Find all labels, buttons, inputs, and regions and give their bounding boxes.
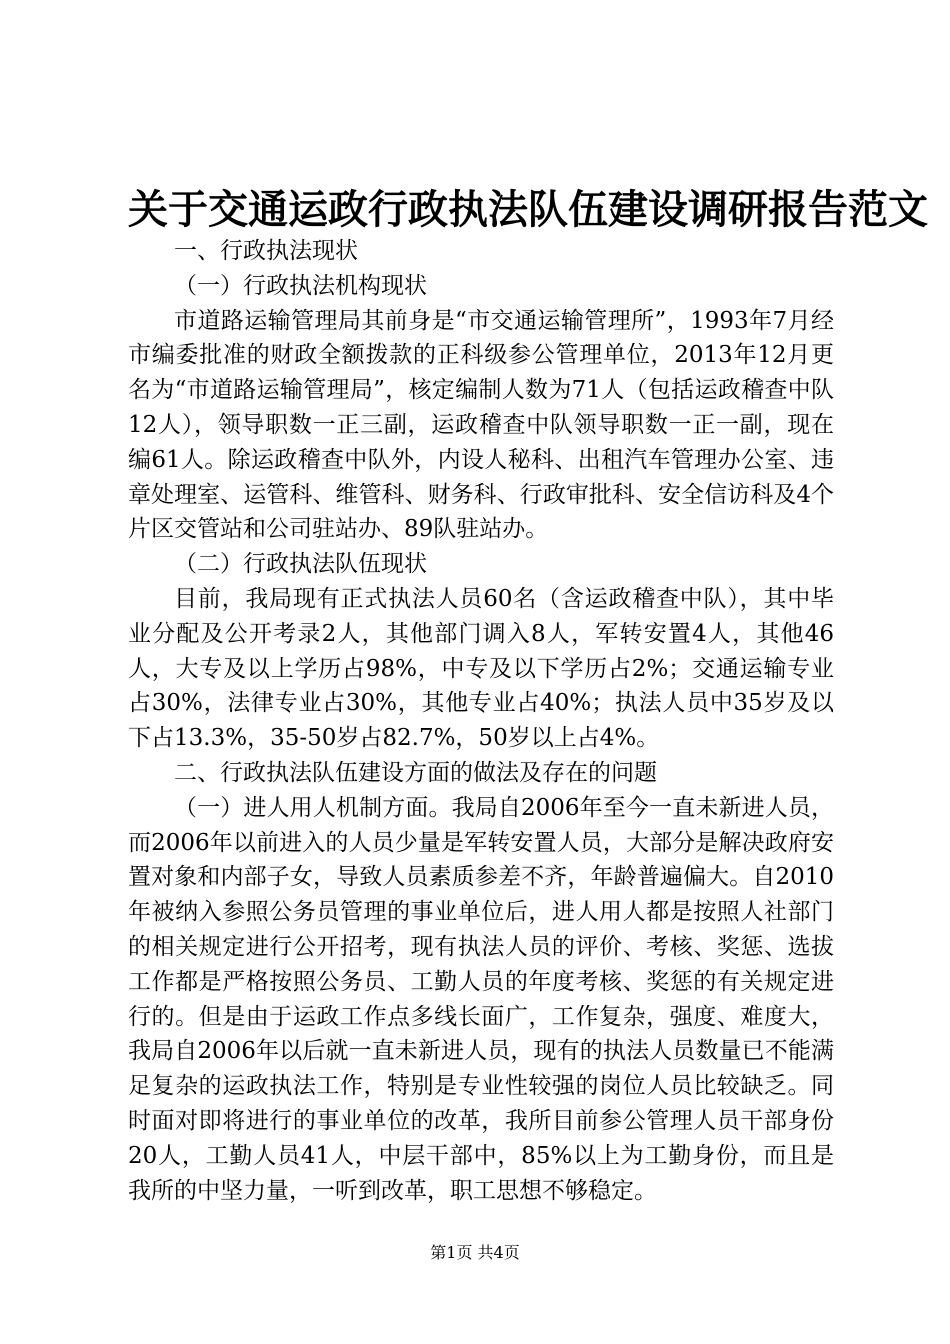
section-heading-1: 一、行政执法现状	[174, 238, 358, 264]
subsection-heading-1-2: （二）行政执法队伍现状	[174, 551, 427, 578]
page-footer: 第1页 共4页	[430, 1243, 520, 1262]
subsection-heading-1-1: （一）行政执法机构现状	[174, 272, 427, 299]
paragraph-agency-status: 市道路运输管理局其前身是“市交通运输管理所”，1993年7月经市编委批准的财政全额拨款的正科级参公管理单位，2013年12月更名为“市道路运输管理局”，核定编制人数为71人（包括运政稽查中队12人），领导职数一正三副，运政稽查中队领导职数一正一副，现在编61人。除运政稽查中队外，内设人秘科、出租汽车管理办公室、违章处理室、运管科、维管科、财务科、行政审批科、安全信访科及4个片区交管站和公司驻站办、89队驻站办。	[128, 307, 834, 543]
paragraph-hiring-mechanism: （一）进人用人机制方面。我局自2006年至今一直未新进人员，而2006年以前进入的人员少量是军转安置人员，大部分是解决政府安置对象和内部子女，导致人员素质参差不齐，年龄普遍偏大。自2010年被纳入参照公务员管理的事业单位后，进人用人都是按照人社部门的相关规定进行公开招考，现有执法人员的评价、考核、奖惩、选拔工作都是严格按照公务员、工勤人员的年度考核、奖惩的有关规定进行的。但是由于运政工作点多线长面广，工作复杂，强度、难度大，我局自2006年以后就一直未新进人员，现有的执法人员数量已不能满足复杂的运政执法工作，特别是专业性较强的岗位人员比较缺乏。同时面对即将进行的事业单位的改革，我所目前参公管理人员干部身份20人，工勤人员41人，中层干部中，85%以上为工勤身份，而且是我所的中坚力量，一听到改革，职工思想不够稳定。	[128, 794, 834, 1204]
section-heading-2: 二、行政执法队伍建设方面的做法及存在的问题	[174, 759, 657, 786]
paragraph-team-status: 目前，我局现有正式执法人员60名（含运政稽查中队），其中毕业分配及公开考录2人，其他部门调入8人，军转安置4人，其他46人，大专及以上学历占98%，中专及以下学历占2%；交通运输专业占30%，法律专业占30%，其他专业占40%；执法人员中35岁及以下占13.3%，35-50岁占82.7%，50岁以上占4%。	[128, 585, 834, 752]
document-body	[128, 234, 834, 1208]
document-title: 关于交通运政行政执法队伍建设调研报告范文	[128, 186, 928, 233]
